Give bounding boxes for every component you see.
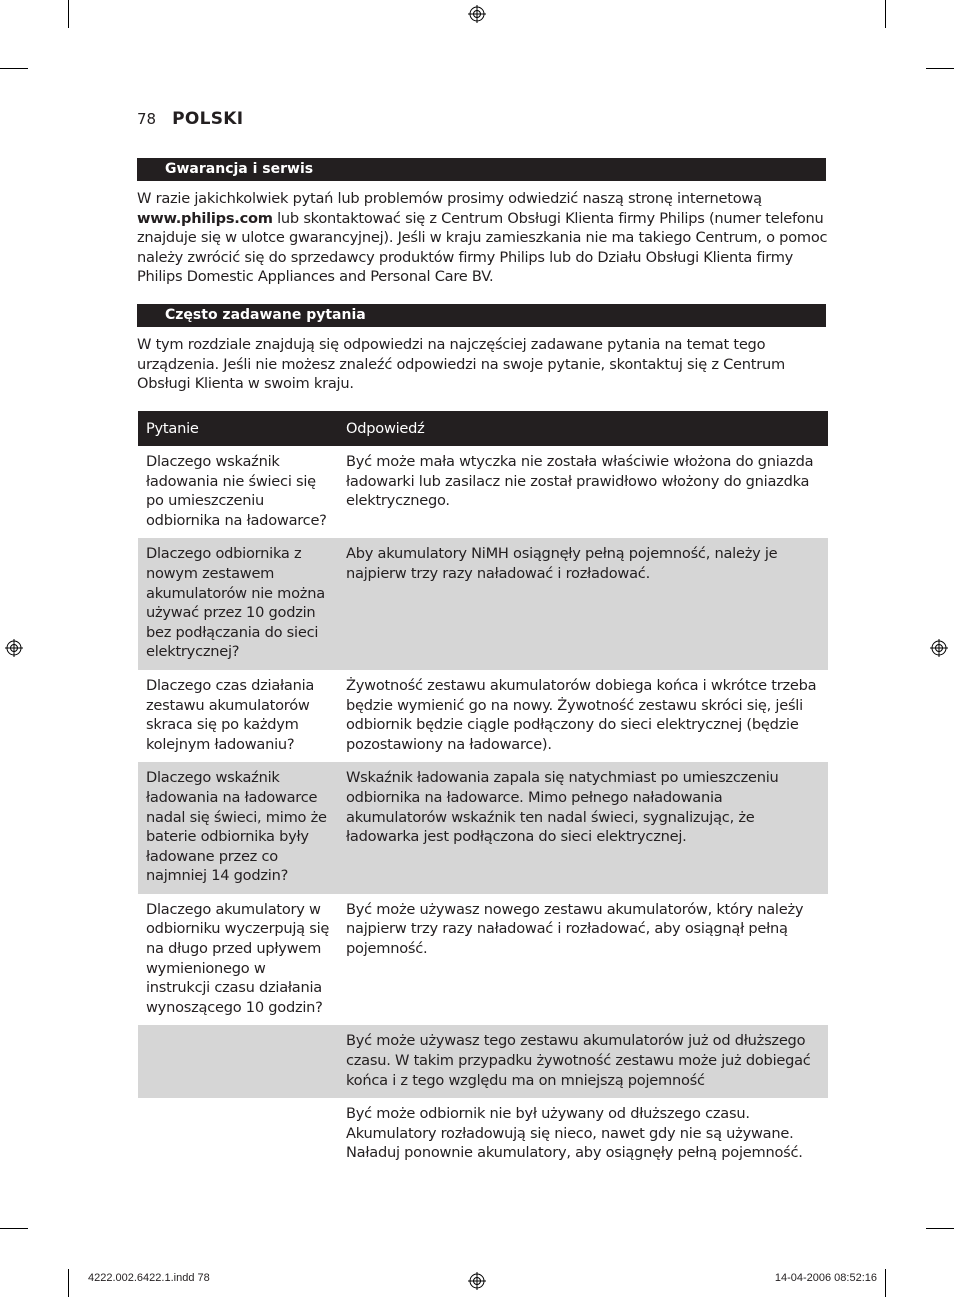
faq-intro-paragraph: W tym rozdziale znajdują się odpowiedzi na najczęściej zadawane pytania na temat tego urządzenia. Jeśli nie możesz znaleźć odpowiedzi na swoje pytanie, skontaktuj się z Centrum Obsługi Klienta w swoim kraju. xyxy=(137,336,785,393)
registration-mark-icon xyxy=(930,639,948,657)
answer-cell: Wskaźnik ładowania zapala się natychmiast po umieszczeniu odbiornika na ładowarce. Mimo pełnego naładowania akumulatorów wskaźnik ten nadal świeci, sygnalizując, że ładowarka jest podłączona do sieci elektrycznej. xyxy=(338,762,828,894)
section-heading-faq: Często zadawane pytania xyxy=(137,304,826,327)
question-cell: Dlaczego czas działania zestawu akumulatorów skraca się po każdym kolejnym ładowaniu? xyxy=(146,676,315,753)
table-row xyxy=(138,762,828,894)
table-row xyxy=(138,894,828,1026)
footer-file-name: 4222.002.6422.1.indd 78 xyxy=(88,1272,210,1284)
answer-cell: Żywotność zestawu akumulatorów dobiega końca i wkrótce trzeba będzie wymienić go na nowy. Żywotność zestawu skróci się, jeśli odbiornik będzie ciągle podłączony do sieci elektrycznej (będzie pozostawiony na ładowarce). xyxy=(346,676,817,753)
footer-timestamp: 14-04-2006 08:52:16 xyxy=(774,1272,877,1284)
crop-mark xyxy=(885,0,886,28)
question-cell xyxy=(138,1025,338,1098)
faq-table xyxy=(138,411,828,1173)
answer-cell: Być może używasz nowego zestawu akumulatorów, który należy najpierw trzy razy naładować i rozładować, aby osiągnął pełną pojemność. xyxy=(346,900,804,958)
question-cell xyxy=(138,1098,338,1173)
crop-mark xyxy=(0,68,28,69)
table-row xyxy=(138,446,828,538)
column-header-question: Pytanie xyxy=(138,411,338,446)
registration-mark-icon xyxy=(468,5,486,23)
crop-mark xyxy=(926,68,954,69)
question-cell: Dlaczego wskaźnik ładowania na ładowarce nadal się świeci, mimo że baterie odbiornika były ładowane przez co najmniej 14 godzin? xyxy=(138,762,338,894)
crop-mark xyxy=(885,1269,886,1297)
crop-mark xyxy=(68,0,69,28)
language-title: POLSKI xyxy=(172,109,244,129)
section-heading-warranty: Gwarancja i serwis xyxy=(137,158,826,181)
crop-mark xyxy=(68,1269,69,1297)
table-row xyxy=(138,1025,828,1098)
crop-mark xyxy=(0,1228,28,1229)
table-row xyxy=(138,1098,828,1173)
page-header xyxy=(137,109,243,131)
warranty-paragraph: W razie jakichkolwiek pytań lub problemów prosimy odwiedzić naszą stronę internetową www.philips.com lub skontaktować się z Centrum Obsługi Klienta firmy Philips (numer telefonu znajduje się w ulotce gwarancyjnej). Jeśli w kraju zamieszkania nie ma takiego Centrum, o pomoc należy zwrócić się do sprzedawcy produktów firmy Philips lub do Działu Obsługi Klienta firmy Philips Domestic Appliances and Personal Care BV. xyxy=(137,190,828,286)
column-header-answer: Odpowiedź xyxy=(338,411,828,446)
philips-website-link[interactable]: www.philips.com xyxy=(137,209,273,227)
question-cell: Dlaczego wskaźnik ładowania nie świeci się po umieszczeniu odbiornika na ładowarce? xyxy=(146,453,327,529)
table-row xyxy=(138,538,828,670)
table-row xyxy=(138,670,828,762)
page-number: 78 xyxy=(137,110,157,128)
registration-mark-icon xyxy=(5,639,23,657)
question-cell: Dlaczego odbiornika z nowym zestawem akumulatorów nie można używać przez 10 godzin bez podłączania do sieci elektrycznej? xyxy=(138,538,338,670)
faq-table-header xyxy=(138,411,828,446)
registration-mark-icon xyxy=(468,1272,486,1290)
question-cell: Dlaczego akumulatory w odbiorniku wyczerpują się na długo przed upływem wymienionego w instrukcji czasu działania wynoszącego 10 godzin? xyxy=(146,900,330,1016)
answer-cell: Być może odbiornik nie był używany od dłuższego czasu. Akumulatory rozładowują się nieco, nawet gdy nie są używane. Naładuj ponownie akumulatory, aby osiągnęły pełną pojemność. xyxy=(346,1105,803,1162)
crop-mark xyxy=(926,1228,954,1229)
answer-cell: Być może używasz tego zestawu akumulatorów już od dłuższego czasu. W takim przypadku żywotność zestawu może już dobiegać końca i z tego względu ma on mniejszą pojemność xyxy=(338,1025,828,1098)
answer-cell: Być może mała wtyczka nie została właściwie włożona do gniazda ładowarki lub zasilacz nie został prawidłowo włożony do gniazdka elektrycznego. xyxy=(346,453,814,510)
answer-cell: Aby akumulatory NiMH osiągnęły pełną pojemność, należy je najpierw trzy razy naładować i rozładować. xyxy=(338,538,828,670)
